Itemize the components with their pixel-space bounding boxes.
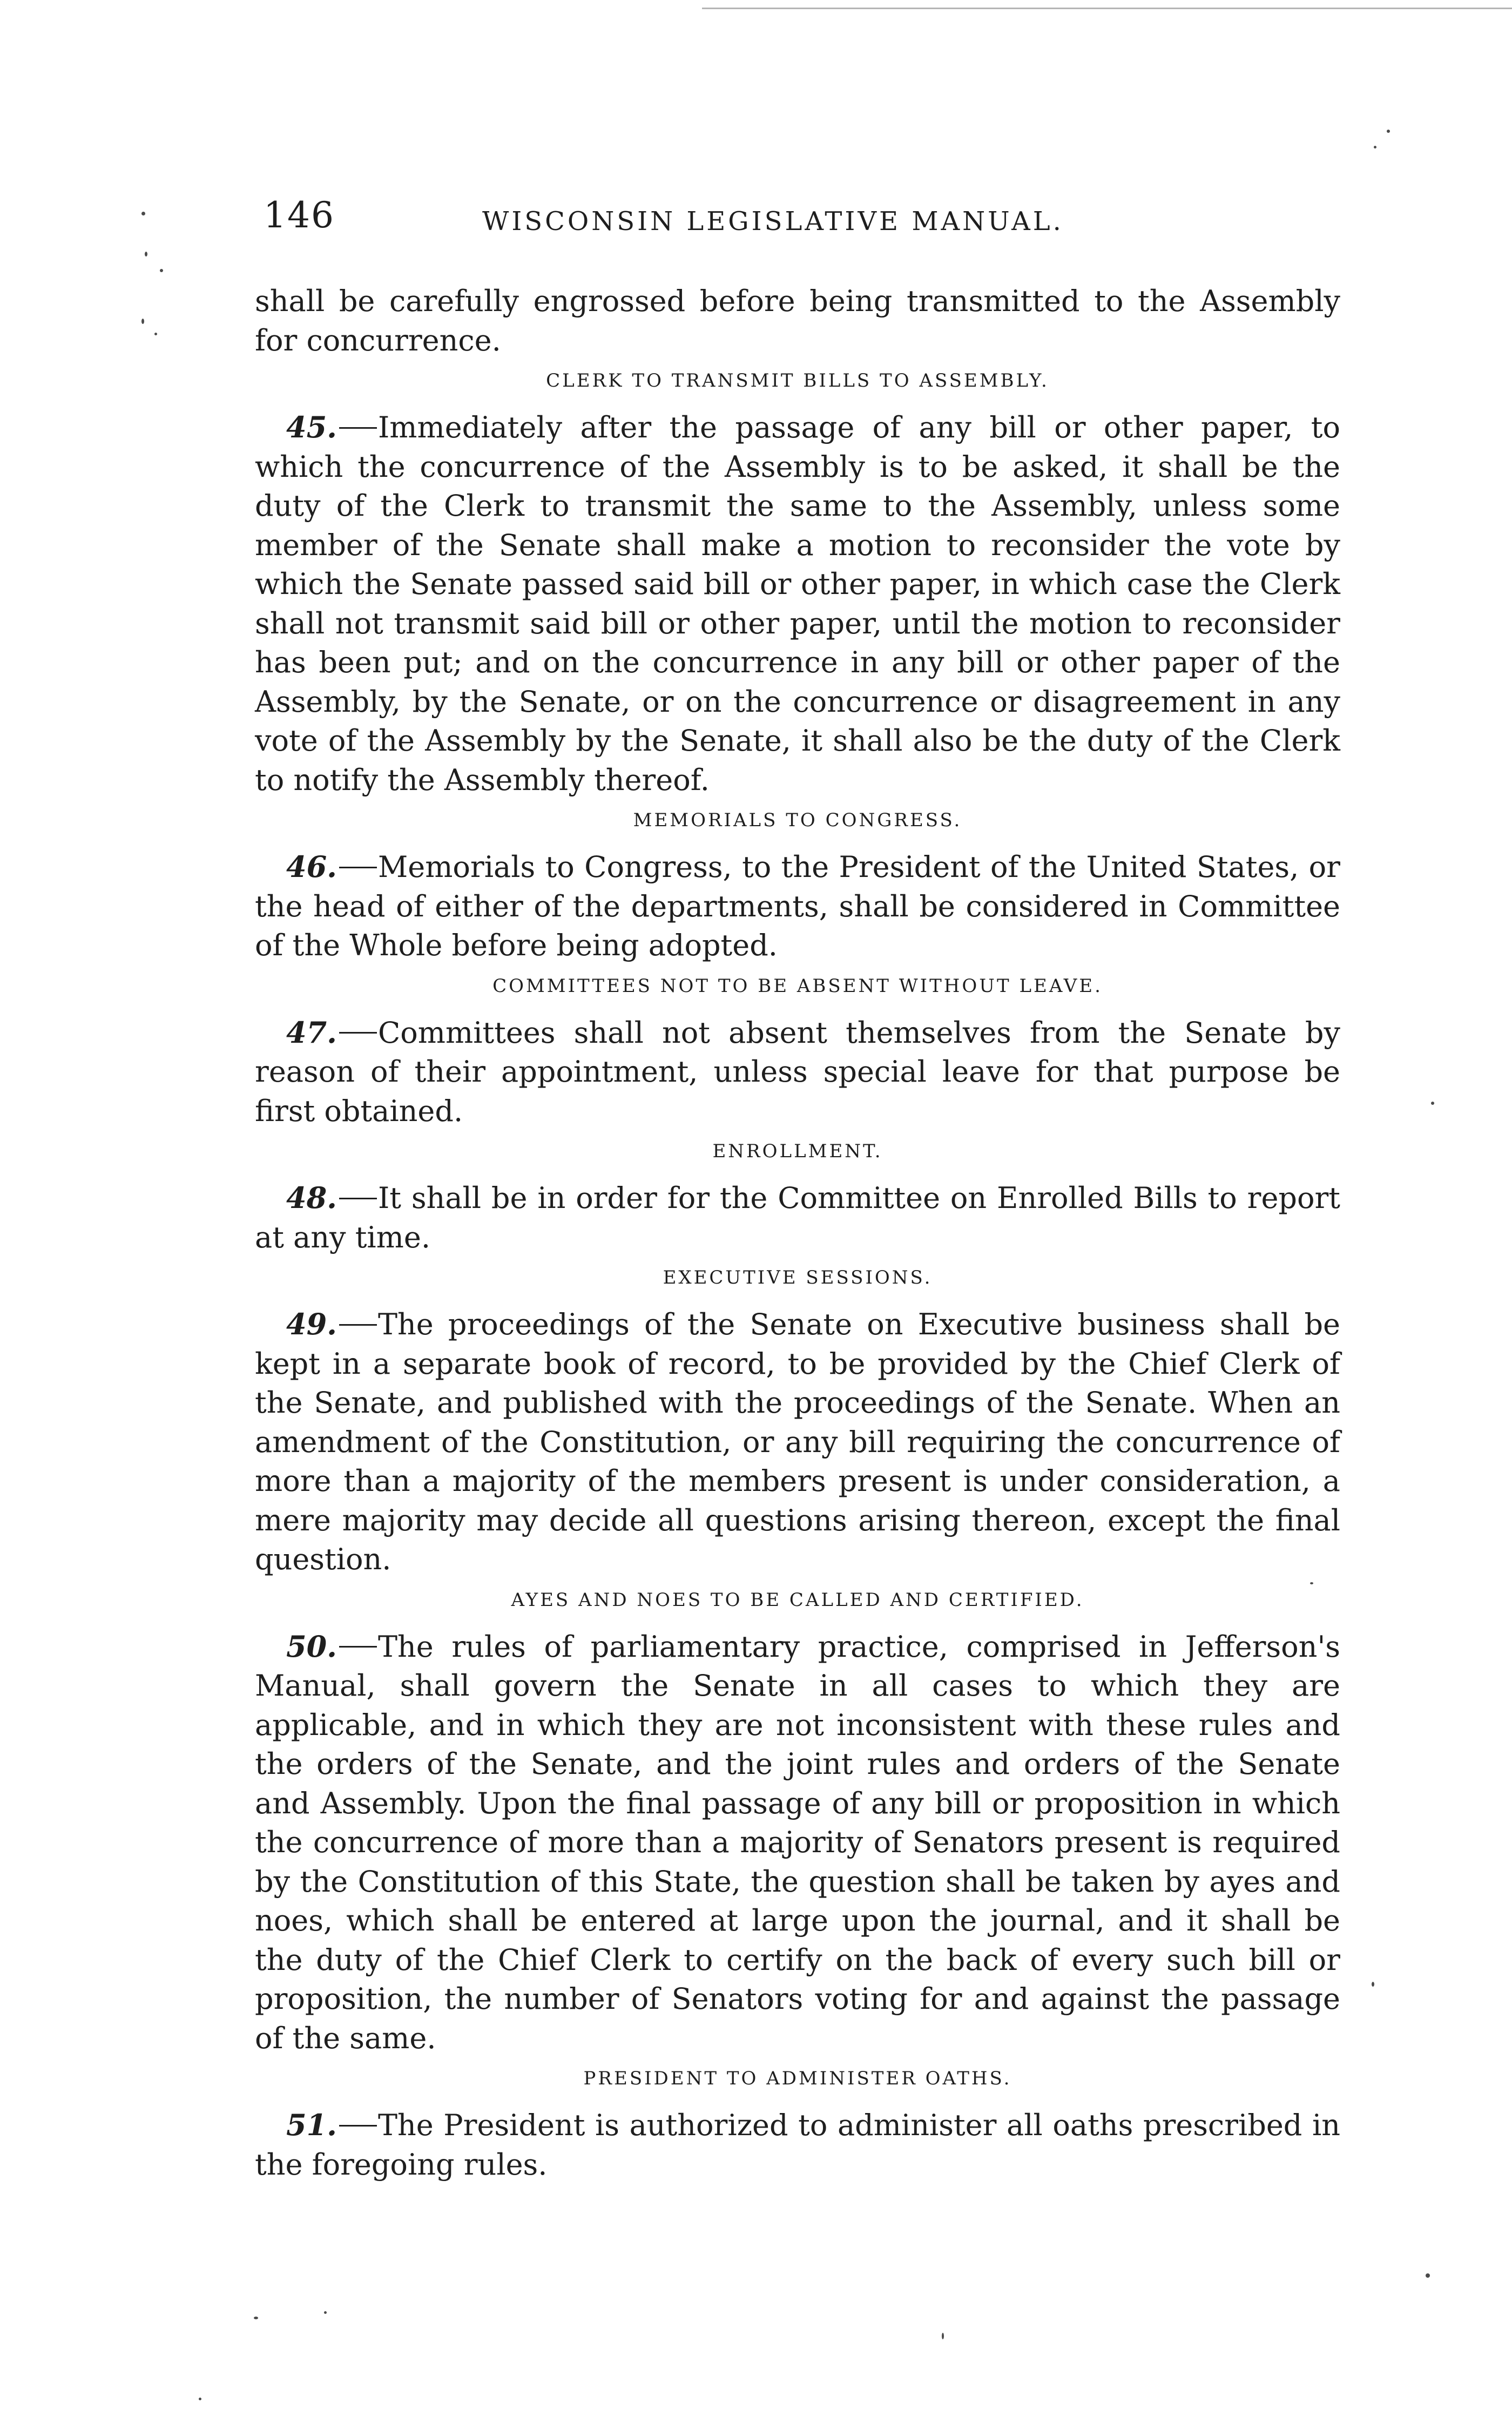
- rule-paragraph: [255, 1013, 1340, 1131]
- rule-number: 45.: [286, 410, 337, 444]
- rule-paragraph: [255, 1178, 1340, 1257]
- running-head: WISCONSIN LEGISLATIVE MANUAL.: [482, 206, 1064, 237]
- section-rule-45: [255, 370, 1340, 800]
- rule-number: 48.: [286, 1180, 337, 1215]
- scan-speck: [199, 2398, 201, 2400]
- section-heading: CLERK TO TRANSMIT BILLS TO ASSEMBLY.: [546, 370, 1049, 392]
- rule-text: Memorials to Congress, to the President of the United States, or the head of either of the departments, shall be considered in Committee of the Whole before being adopted.: [255, 850, 1340, 962]
- top-edge-rule: [702, 8, 1512, 9]
- page-header: [264, 194, 1128, 259]
- rule-text: It shall be in order for the Committee on Enrolled Bills to report at any time.: [255, 1181, 1340, 1254]
- scan-speck: [1310, 1582, 1313, 1584]
- scan-speck: [141, 212, 145, 215]
- section-heading: ENROLLMENT.: [712, 1140, 883, 1162]
- rule-paragraph: [255, 1305, 1340, 1580]
- section-rule-51: [255, 2068, 1340, 2184]
- em-dash-rule: [339, 1032, 377, 1034]
- scan-speck: [1387, 130, 1390, 133]
- em-dash-rule: [339, 1646, 377, 1648]
- scan-speck: [1374, 146, 1376, 148]
- rule-text: Committees shall not absent themselves from the Senate by reason of their appointment, unless special leave for that purpose be first obtained.: [255, 1015, 1340, 1128]
- scan-speck: [145, 252, 147, 256]
- em-dash-rule: [339, 427, 377, 429]
- body-text: [255, 282, 1340, 2184]
- section-heading: COMMITTEES NOT TO BE ABSENT WITHOUT LEAVE.: [492, 975, 1103, 997]
- section-heading: EXECUTIVE SESSIONS.: [663, 1267, 933, 1288]
- rule-number: 46.: [286, 849, 337, 884]
- rule-paragraph: [255, 408, 1340, 800]
- section-heading: PRESIDENT TO ADMINISTER OATHS.: [583, 2068, 1012, 2089]
- section-rule-49: [255, 1267, 1340, 1580]
- scan-speck: [942, 2333, 944, 2339]
- rule-number: 49.: [286, 1307, 337, 1341]
- em-dash-rule: [339, 2125, 377, 2127]
- scan-speck: [1426, 2273, 1430, 2278]
- scan-speck: [324, 2311, 327, 2314]
- scan-speck: [141, 319, 144, 324]
- rule-paragraph: [255, 1627, 1340, 2058]
- page-number: 146: [264, 194, 335, 236]
- em-dash-rule: [339, 867, 377, 868]
- rule-paragraph: [255, 2105, 1340, 2184]
- rule-text: The rules of parliamentary practice, comprised in Jefferson's Manual, shall govern the Senate in all cases to which they are applicable, and in which they are not inconsistent with these rules and the orders of the Senate, and the joint rules and orders of the Senate and Assembly. Upon the final passage of any bill or proposition in which the concurrence of more than a majority of Senators present is required by the Constitution of this State, the question shall be taken by ayes and noes, which shall be entered at large upon the journal, and it shall be the duty of the Chief Clerk to certify on the back of every such bill or proposition, the number of Senators voting for and against the passage of the same.: [255, 1629, 1340, 2055]
- section-rule-46: [255, 809, 1340, 966]
- scan-speck: [1431, 1102, 1434, 1105]
- rule-text: The proceedings of the Senate on Executive business shall be kept in a separate book of record, to be provided by the Chief Clerk of the Senate, and published with the proceedings of the Senate. When an amendment of the Constitution, or any bill requiring the concurrence of more than a majority of the members present is under consideration, a mere majority may decide all questions arising thereon, except the final question.: [255, 1307, 1340, 1576]
- section-heading: MEMORIALS TO CONGRESS.: [633, 809, 962, 831]
- rule-text: Immediately after the passage of any bill or other paper, to which the concurrence of the Assembly is to be asked, it shall be the duty of the Clerk to transmit the same to the Assembly, unless some member of the Senate shall make a motion to reconsider the vote by which the Senate passed said bill or other paper, in which case the Clerk shall not transmit said bill or other paper, until the motion to reconsider has been put; and on the concurrence in any bill or other paper of the Assembly, by the Senate, or on the concurrence or disagreement in any vote of the Assembly by the Senate, it shall also be the duty of the Clerk to notify the Assembly thereof.: [255, 410, 1340, 797]
- scan-speck: [1372, 1982, 1374, 1987]
- rule-paragraph: [255, 847, 1340, 966]
- section-rule-48: [255, 1140, 1340, 1257]
- intro-paragraph: shall be carefully engrossed before being transmitted to the Assembly for concurrence.: [255, 284, 1340, 357]
- em-dash-rule: [339, 1198, 377, 1199]
- rule-number: 51.: [286, 2108, 337, 2142]
- section-rule-47: [255, 975, 1340, 1131]
- scan-speck: [254, 2317, 258, 2319]
- scan-speck: [160, 269, 163, 272]
- section-rule-50: [255, 1589, 1340, 2058]
- rule-number: 50.: [286, 1629, 337, 1664]
- rule-text: The President is authorized to administer all oaths prescribed in the foregoing rules.: [255, 2108, 1340, 2182]
- section-heading: AYES AND NOES TO BE CALLED AND CERTIFIED.: [511, 1589, 1084, 1611]
- rule-number: 47.: [286, 1015, 337, 1050]
- scan-speck: [154, 333, 157, 335]
- em-dash-rule: [339, 1324, 377, 1326]
